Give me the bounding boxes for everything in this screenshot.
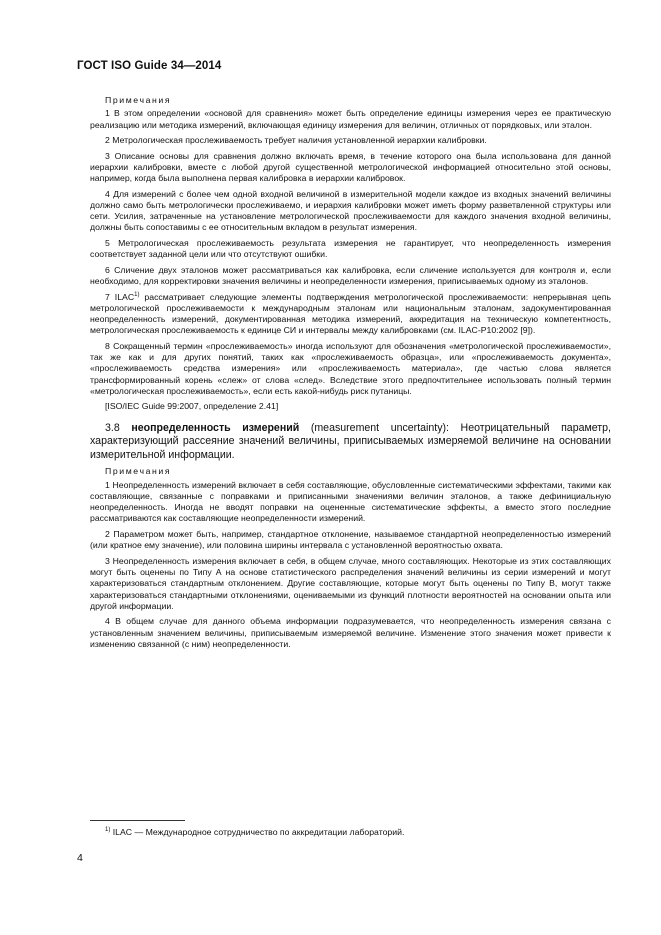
- footnote-marker: 1): [134, 291, 140, 298]
- note-paragraph: 6 Сличение двух эталонов может рассматриваться как калибровка, если сличение используется для контроля и, если необходимо, для корректировки значения величины и неопределенности измерения, приписываемых одному из эталонов.: [90, 264, 611, 286]
- note-paragraph: 2 Параметром может быть, например, стандартное отклонение, называемое стандартной неопределенностью измерений (или кратное ему значение), или половина ширины интервала с установленной вероятностью охвата.: [90, 528, 611, 551]
- term-name: неопределенность измерений: [131, 421, 300, 434]
- note-lead: 7 ILAC: [105, 291, 135, 302]
- note-paragraph: 3 Описание основы для сравнения должно включать время, в течение которого она была использована для данной иерархии калибровки, вместе с любой другой существенной метрологической информацией относительно этой основы, например, когда была выполнена первая калибровка в иерархии калибровок.: [90, 150, 611, 184]
- note-paragraph-ilac: [90, 292, 611, 337]
- term-english: (measurement uncertainty): [310, 421, 447, 434]
- note-paragraph: 3 Неопределенность измерения включает в себя, в общем случае, много составляющих. Некоторые из этих составляющих могут быть оценены по Типу А на основе статистического распределения значений величины из серии измерений и могут характеризоваться стандартным отклонением. Другие составляющие, которые могут быть оценены по Типу В, могут также характеризоваться стандартными отклонениями, оцениваемыми из функций плотности вероятностей на основании опыта или другой информации.: [90, 555, 611, 611]
- footnote: [105, 827, 605, 838]
- note-paragraph: 5 Метрологическая прослеживаемость результата измерения не гарантирует, что неопределенность измерения соответствует заданной цели или что отсутствуют ошибки.: [90, 237, 611, 260]
- notes-title: Примечания: [105, 466, 172, 477]
- document-body: [90, 95, 611, 654]
- note-paragraph: 1 В этом определении «основой для сравнения» может быть определение единицы измерения через ее практическую реализацию или методика измерений, включающая единицу измерения для величин, отличных от порядковых, или эталон.: [90, 108, 611, 130]
- note-paragraph: 8 Сокращенный термин «прослеживаемость» иногда используют для обозначения «метрологической прослеживаемости», так же как и для других понятий, таких как «прослеживаемость образца», или «прослеживаемость документа», «прослеживаемость средства измерения» или «прослеживаемость материала», где частью слова является трансформированный корень «слеж» от слова «след». Вследствие этого предпочтительнее использовать полный термин «метрологическая прослеживаемость», если есть какой-нибудь риск путаницы.: [90, 340, 611, 396]
- note-paragraph: 2 Метрологическая прослеживаемость требует наличия установленной иерархии калибровки.: [105, 135, 487, 146]
- footnote-text: ILAC — Международное сотрудничество по аккредитации лабораторий.: [110, 827, 405, 837]
- note-paragraph: 4 В общем случае для данного объема информации подразумевается, что неопределенность измерения связана с установленным значением величины, приписываемым измеряемой величине. Изменение этого значения может привести к изменению связанной (с ним) неопределенности.: [90, 616, 611, 649]
- footnote-marker: 1): [105, 827, 111, 834]
- document-header: ГОСТ ISO Guide 34—2014: [77, 60, 222, 72]
- note-paragraph: 4 Для измерений с более чем одной входной величиной в измерительной модели каждое из входных значений величины должно само быть метрологически прослеживаемо, и иерархия калибровки может иметь форму разветвленной структуры или сети. Усилия, затраченные на установление метрологической прослеживаемости для каждого значения входной величины, должны быть сопоставимы с ее относительным вкладом в результат измерения.: [90, 188, 611, 233]
- note-paragraph: 1 Неопределенность измерений включает в себя составляющие, обусловленные систематическими эффектами, такими как составляющие, связанные с поправками и приписанными значениями величин эталонов, а также дефинициальную неопределенность. Иногда не вводят поправки на оцененные систематические эффекты, а вместо этого последние рассматриваются как составляющие неопределенности измерений.: [90, 479, 611, 524]
- footnote-divider: [90, 820, 185, 821]
- term-text: : Неотрицательный параметр, характеризующий рассеяние значений величины, приписываемых измеряемой величине на основании измерительной информации.: [90, 421, 611, 461]
- term-number: 3.8: [105, 421, 120, 434]
- term-definition: [90, 422, 611, 463]
- page-number: 4: [77, 852, 83, 864]
- reference-citation: [ISO/IEC Guide 99:2007, определение 2.41]: [105, 401, 279, 412]
- notes-title: Примечания: [105, 95, 172, 105]
- note-text: рассматривает следующие элементы подтверждения метрологической прослеживаемости: непрерывная цепь метрологической прослеживаемости к международным эталонам или национальным эталонам, задокументированная неопределенность измерений, документированная методика измерений, аккредитация на техническую компетентность, метрологическая прослеживаемость к единице СИ и интервалы между калибровками (см. ILAC-P10:2002 [9]).: [90, 291, 611, 336]
